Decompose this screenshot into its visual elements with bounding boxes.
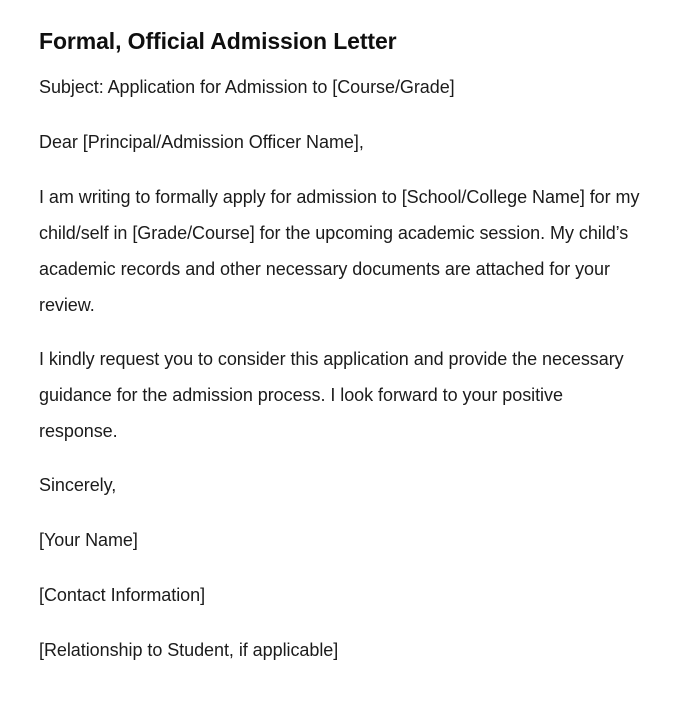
closing: Sincerely, [39,475,117,495]
page-title: Formal, Official Admission Letter [39,28,397,54]
subject-line: Subject: Application for Admission to [Course/Grade] [39,77,455,97]
signature-relationship: [Relationship to Student, if applicable] [39,640,339,660]
signature-contact: [Contact Information] [39,585,206,605]
signature-name: [Your Name] [39,530,138,550]
letter-body [39,69,642,668]
salutation: Dear [Principal/Admission Officer Name], [39,132,364,152]
body-paragraph-2: I kindly request you to consider this application and provide the necessary guidance for the admission process. I look forward to your positive response. [39,349,624,441]
body-paragraph-1: I am writing to formally apply for admission to [School/College Name] for my child/self in [Grade/Course] for the upcoming academic session. My child’s academic records and other necessary documents are attached for your review. [39,187,640,315]
